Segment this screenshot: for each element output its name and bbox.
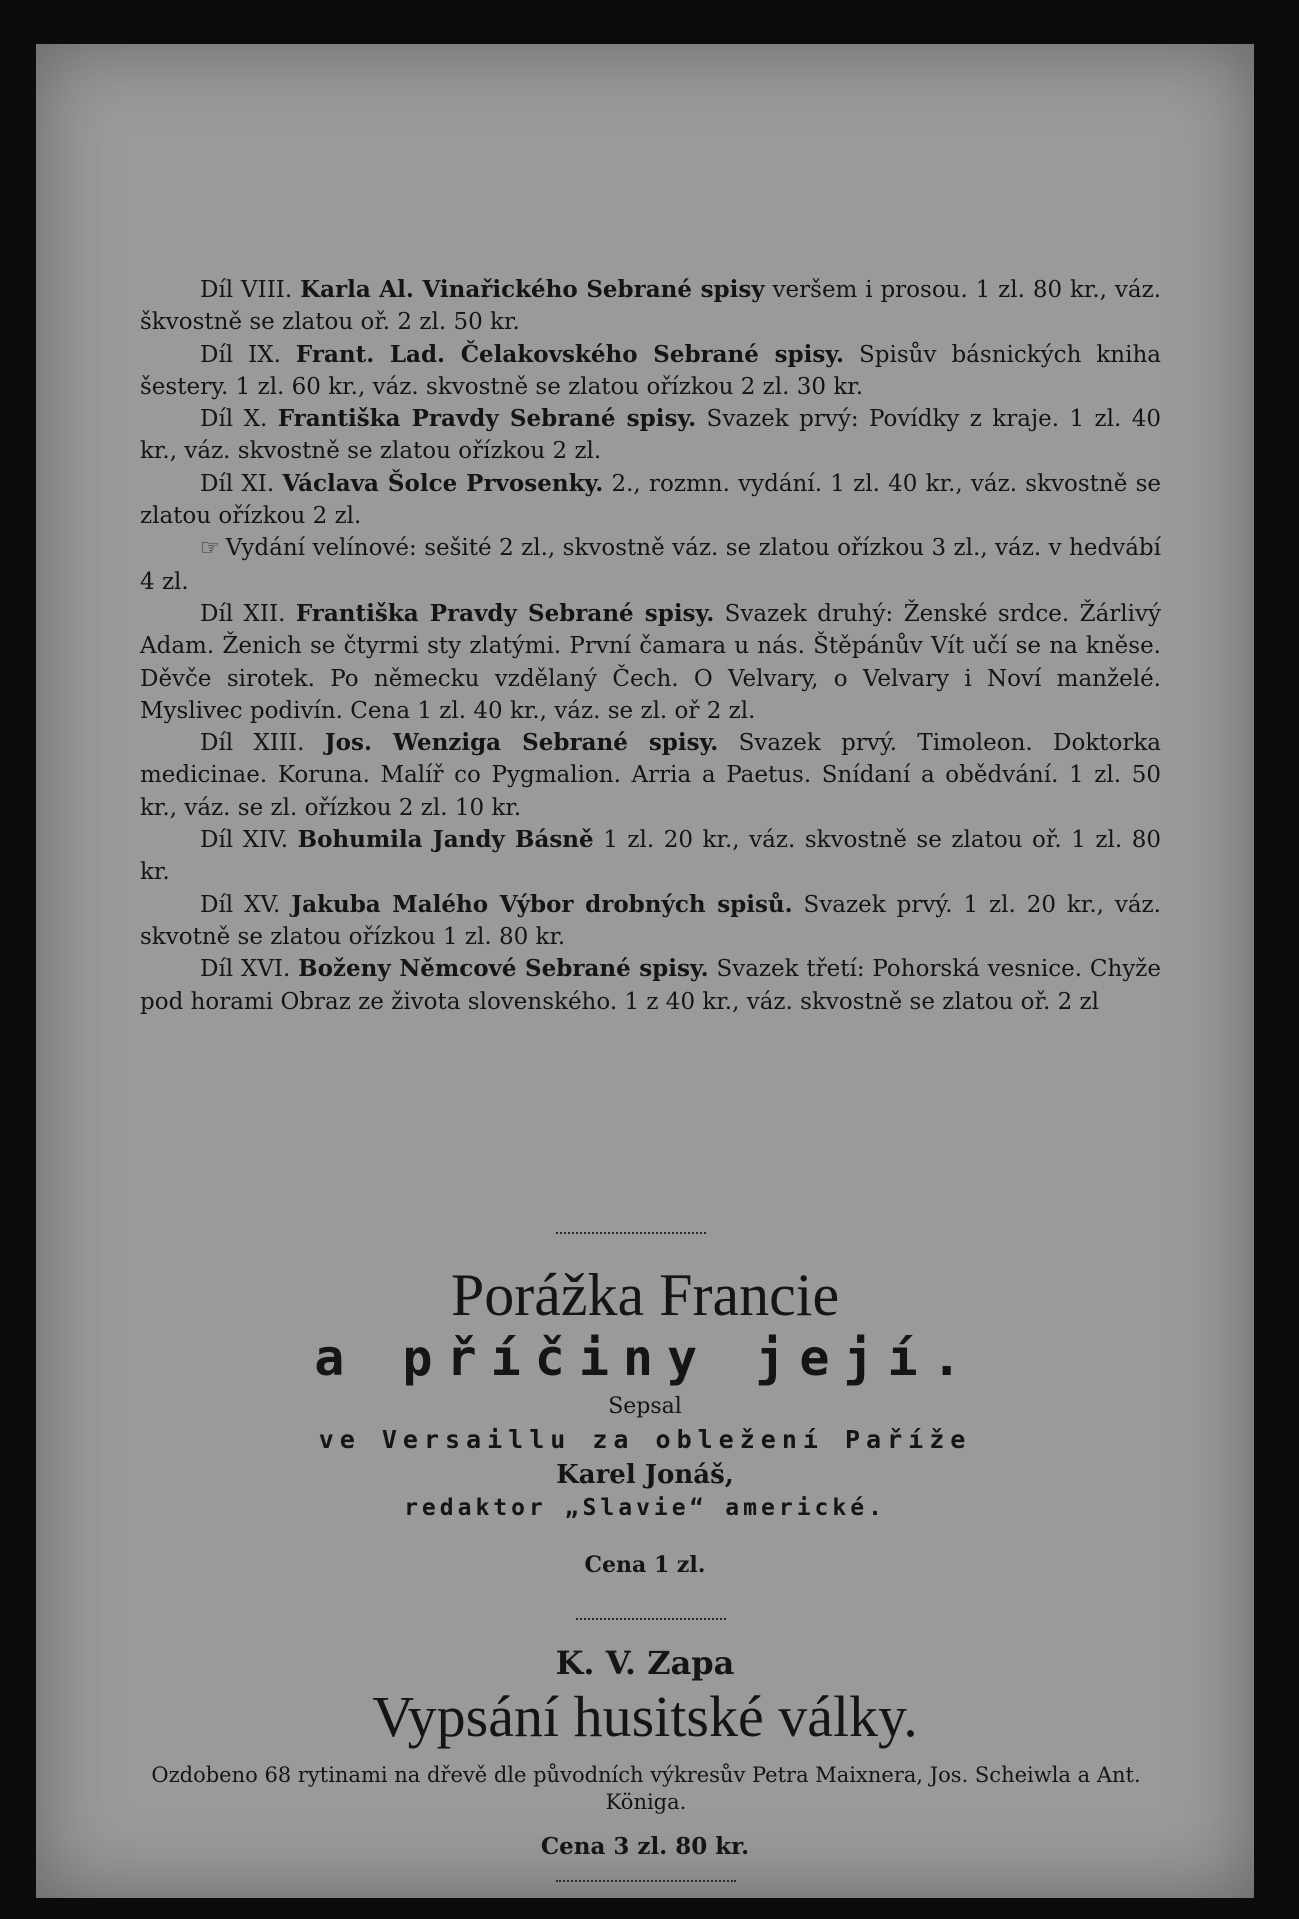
entry-details: Spisův básnických kniha šestery. 1 zl. 60 kr., váz. skvostně se zlatou ořízkou 2 zl. 30 kr.: [140, 341, 1161, 400]
entry-volume: Díl XV.: [200, 891, 292, 918]
entry-details: veršem i prosou. 1 zl. 80 kr., váz. škvostně se zlatou oř. 2 zl. 50 kr.: [140, 277, 1161, 336]
catalog-entry: [140, 824, 1161, 889]
ad1-title: Porážka Francie: [450, 1262, 840, 1328]
catalog-entry: [140, 727, 1161, 824]
divider-top: [556, 1232, 706, 1234]
entry-details: Svazek třetí: Pohorská vesnice. Chyže pod horami Obraz ze života slovenského. 1 z 40 kr., váz. skvostně se zlatou oř. 2 zl: [140, 956, 1161, 1015]
entry-volume: Díl VIII.: [200, 277, 301, 303]
entry-details: 2., rozmn. vydání. 1 zl. 40 kr., váz. skvostně se zlatou ořízkou 2 zl.: [140, 470, 1161, 530]
catalog-entry: [140, 532, 1161, 598]
entry-title: Františka Pravdy Sebrané spisy.: [277, 405, 697, 433]
entry-details: Svazek druhý: Ženské srdce. Žárlivý Adam. Ženich se čtyrmi sty zlatými. První čamara u nás. Štěpánův Vít učí se na kněse. Děvče sirotek. Po německu vzdělaný Čech. O Velvary, o Velvary i Noví manželé. Myslivec podivín. Cena 1 zl. 40 kr., váz. se zl. oř 2 zl.: [140, 600, 1161, 724]
divider-middle: [576, 1618, 726, 1620]
entry-details: Svazek prvý. 1 zl. 20 kr., váz. skvotně se zlatou ořízkou 1 zl. 80 kr.: [140, 891, 1161, 950]
entry-title: Václava Šolce Prvosenky.: [282, 469, 604, 497]
entry-volume: Díl XI.: [200, 470, 283, 497]
entry-details: Svazek prvý. Timoleon. Doktorka medicinae. Koruna. Malíř co Pygmalion. Arria a Paetus. Snídaní a obědvání. 1 zl. 50 kr., váz. se zl. ořízkou 2 zl. 10 kr.: [140, 730, 1162, 821]
ad2-author: K. V. Zapa: [555, 1644, 735, 1682]
catalog-entry: [140, 598, 1161, 727]
ad1-sepsal: Sepsal: [608, 1394, 682, 1419]
catalog-entry: [140, 339, 1161, 404]
pointing-hand-icon: ☞: [200, 536, 220, 562]
ad2-description: Ozdobeno 68 rytinami na dřevě dle původních výkresův Petra Maixnera, Jos. Scheiwla a Ant. Königa.: [151, 1763, 1141, 1814]
book-list: [140, 274, 1161, 1018]
entry-title: Františka Pravdy Sebrané spisy.: [295, 599, 715, 627]
ad1-subtitle: a příčiny její.: [314, 1329, 976, 1387]
entry-details: Vydání velínové: sešité 2 zl., skvostně váz. se zlatou ořízkou 3 zl., váz. v hedvábí 4 zl.: [140, 535, 1161, 595]
catalog-entry: [140, 274, 1161, 339]
entry-volume: Díl X.: [200, 406, 278, 433]
catalog-entry: [140, 953, 1161, 1018]
entry-title: Bohumila Jandy Básně: [297, 826, 594, 854]
entry-details: Svazek prvý: Povídky z kraje. 1 zl. 40 kr., váz. skvostně se zlatou ořízkou 2 zl.: [140, 406, 1161, 465]
entry-volume: Díl XIV.: [200, 827, 298, 854]
entry-volume: Díl IX.: [200, 341, 296, 368]
catalog-entry: [140, 468, 1161, 533]
entry-title: Jakuba Malého Výbor drobných spisů.: [291, 890, 793, 918]
ad1-place: ve Versaillu za obležení Paříže: [318, 1425, 972, 1454]
ad2-price: Cena 3 zl. 80 kr.: [540, 1833, 750, 1860]
entry-title: Jos. Wenziga Sebrané spisy.: [324, 729, 719, 757]
ad2-title: Vypsání husitské války.: [372, 1684, 918, 1749]
entry-title: Boženy Němcové Sebrané spisy.: [298, 955, 709, 983]
entry-details: 1 zl. 20 kr., váz. skvostně se zlatou oř. 1 zl. 80 kr.: [140, 827, 1161, 886]
ad1-price: Cena 1 zl.: [584, 1552, 706, 1578]
ad1-author: Karel Jonáš,: [556, 1460, 734, 1490]
catalog-entry: [140, 403, 1161, 468]
catalog-entry: [140, 889, 1161, 954]
entry-title: Frant. Lad. Čelakovského Sebrané spisy.: [295, 340, 845, 368]
entry-volume: Díl XVI.: [200, 956, 299, 983]
entry-volume: Díl XIII.: [200, 730, 325, 757]
divider-bottom: [556, 1880, 736, 1882]
ad1-role: redaktor „Slavie“ americké.: [404, 1495, 886, 1521]
entry-title: Karla Al. Vinařického Sebrané spisy: [300, 276, 765, 303]
catalog-page: [36, 44, 1254, 1898]
entry-volume: Díl XII.: [200, 600, 296, 627]
